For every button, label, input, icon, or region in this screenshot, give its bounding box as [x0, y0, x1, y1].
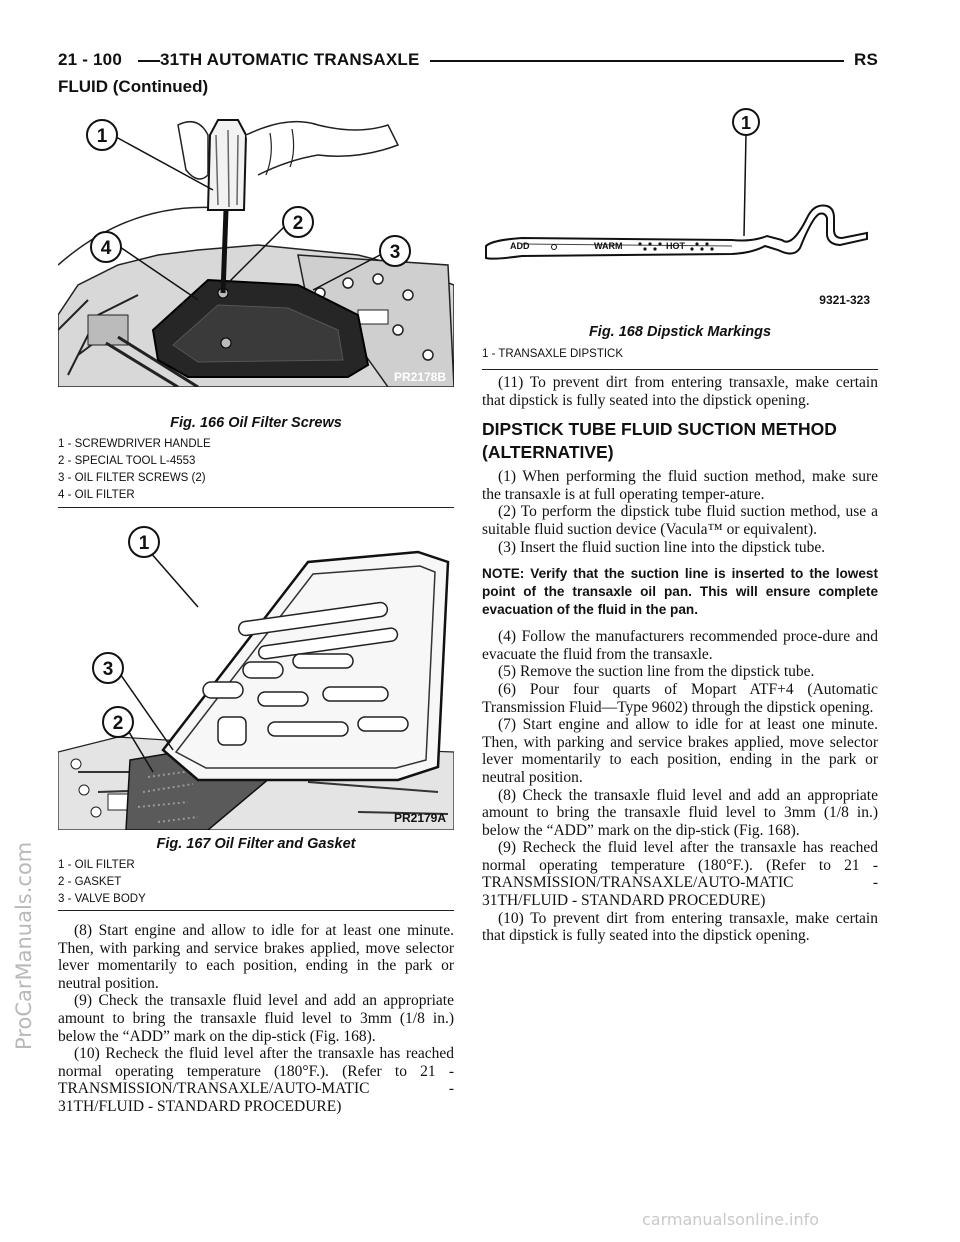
note: NOTE: Verify that the suction line is inserted to the lowest point of the transaxle oil pan. This will ensure complete evacuation of the fluid in the pan. — [482, 566, 878, 618]
figure-167-caption: Fig. 167 Oil Filter and Gasket — [156, 836, 356, 852]
running-header — [58, 50, 878, 74]
paragraph: (10) Recheck the fluid level after the transaxle has reached normal operating temperature (180°F.). (Refer to 21 - TRANSMISSION/TRANSAXLE/AUTO-MATIC - 31TH/FLUID - STANDARD PROCEDURE) — [58, 1045, 454, 1115]
step: (8) Check the transaxle fluid level and add an appropriate amount to bring the transaxle fluid level to 3mm (1/8 in.) below the “ADD” mark on the dip-stick (Fig. 168). — [482, 786, 878, 839]
section-label: FLUID (Continued) — [58, 77, 209, 96]
callout-4: 4 — [100, 238, 112, 259]
image-code: 9321-323 — [819, 293, 870, 307]
callout-1: 1 — [740, 113, 752, 133]
figure-167-rule — [58, 910, 454, 911]
procedure-heading: DIPSTICK TUBE FLUID SUCTION METHOD (ALTERNATIVE) — [482, 419, 837, 463]
step: (1) When performing the fluid suction method, make sure the transaxle is at full operating temper-ature. — [482, 468, 878, 503]
mark-warm: WARM — [594, 241, 623, 251]
paragraph: (8) Start engine and allow to idle for at least one minute. Then, with parking and service brakes applied, move selector lever momentarily to each position, ending in the park or neutral position. — [58, 922, 454, 992]
mark-add: ADD — [510, 241, 530, 251]
callout-3: 3 — [389, 242, 401, 263]
footer-watermark: carmanualsonline.info — [642, 1210, 820, 1229]
step: (2) To perform the dipstick tube fluid suction method, use a suitable fluid suction device (Vacula™ or equivalent). — [482, 503, 878, 538]
image-code: PR2178B — [393, 370, 446, 384]
figure-168-legend — [482, 346, 623, 363]
figure-166-legend — [58, 436, 211, 504]
model-code: RS — [844, 50, 878, 70]
figure-168-caption: Fig. 168 Dipstick Markings — [588, 324, 772, 340]
callout-2: 2 — [292, 213, 304, 234]
step: (3) Insert the fluid suction line into the dipstick tube. — [498, 538, 826, 556]
legend-item: 4 - OIL FILTER — [58, 489, 135, 501]
side-watermark: ProCarManuals.com — [12, 841, 36, 1050]
legend-item: 1 - TRANSAXLE DIPSTICK — [482, 348, 624, 360]
paragraph: (9) Check the transaxle fluid level and add an appropriate amount to bring the transaxle fluid level to 3mm (1/8 in.) below the “ADD” mark on the dip-stick (Fig. 168). — [58, 992, 454, 1045]
legend-item: 3 - VALVE BODY — [58, 893, 146, 905]
callout-2: 2 — [112, 713, 124, 734]
step: (6) Pour four quarts of Mopart ATF+4 (Automatic Transmission Fluid—Type 9602) through the dipstick opening. — [482, 680, 878, 716]
paragraph: (11) To prevent dirt from entering transaxle, make certain that dipstick is fully seated into the dipstick opening. — [482, 374, 878, 409]
legend-item: 1 - OIL FILTER — [58, 859, 135, 871]
callout-1: 1 — [138, 533, 150, 554]
figure-166-rule — [58, 507, 454, 508]
chapter-title: 31TH AUTOMATIC TRANSAXLE — [160, 50, 430, 70]
legend-item: 2 - GASKET — [58, 876, 122, 888]
callout-3: 3 — [102, 659, 114, 680]
step: (9) Recheck the fluid level after the transaxle has reached normal operating temperature (180°F.). (Refer to 21 - TRANSMISSION/TRANSAXLE/AUTO-MATIC - 31TH/FLUID - STANDARD PROCEDURE) — [482, 839, 878, 910]
step: (10) To prevent dirt from entering transaxle, make certain that dipstick is fully seated into the dipstick opening. — [482, 909, 878, 945]
step: (5) Remove the suction line from the dipstick tube. — [498, 663, 815, 681]
right-column-text — [482, 374, 878, 945]
mark-hot: HOT — [666, 241, 685, 251]
figure-168-rule — [482, 369, 878, 370]
legend-item: 1 - SCREWDRIVER HANDLE — [58, 438, 211, 450]
callout-1: 1 — [96, 126, 108, 147]
step: (7) Start engine and allow to idle for at least one minute. Then, with parking and service brakes applied, move selector lever momentarily to each position, ending in the park or neutral position. — [482, 716, 878, 786]
figure-167-legend — [58, 857, 146, 908]
figure-168-illustration — [482, 108, 878, 318]
left-column-text — [58, 922, 454, 1116]
legend-item: 2 - SPECIAL TOOL L-4553 — [58, 455, 196, 467]
legend-item: 3 - OIL FILTER SCREWS (2) — [58, 472, 206, 484]
figure-167-illustration — [58, 522, 454, 830]
image-code: PR2179A — [393, 811, 446, 825]
figure-166-illustration — [58, 115, 454, 387]
step: (4) Follow the manufacturers recommended proce-dure and evacuate the fluid from the transaxle. — [482, 628, 878, 663]
figure-166-caption: Fig. 166 Oil Filter Screws — [170, 415, 342, 431]
page-number: 21 - 100 — [58, 50, 138, 70]
